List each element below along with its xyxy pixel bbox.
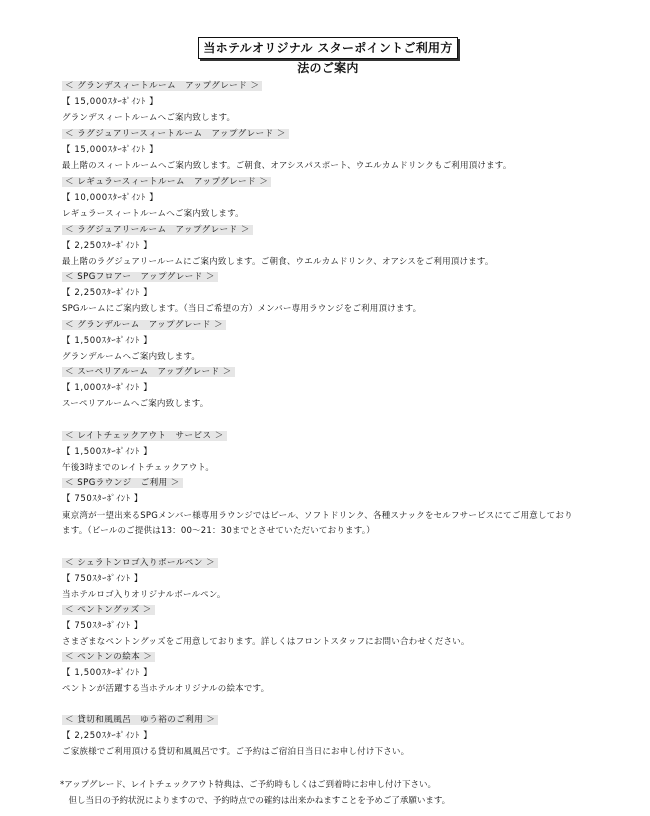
footnote: *アップグレード、レイトチェックアウト特典は、ご予約時もしくはご到着時にお申し付け下さい。 bbox=[60, 780, 436, 790]
section-header: ＜ ラグジュアリールーム アップグレード ＞ bbox=[62, 224, 253, 236]
section-points: 【 15,000ｽﾀｰﾎﾟｲﾝﾄ 】 bbox=[62, 145, 159, 155]
section-description: レギュラースィートルームへご案内致します。 bbox=[62, 209, 244, 219]
section-header: ＜ ラグジュアリースィートルーム アップグレード ＞ bbox=[62, 128, 289, 140]
section-points: 【 15,000ｽﾀｰﾎﾟｲﾝﾄ 】 bbox=[62, 97, 159, 107]
section-description: グランデルームへご案内致します。 bbox=[62, 352, 201, 362]
section-header: ＜ レイトチェックアウト サービス ＞ bbox=[62, 430, 227, 442]
footnote: 但し当日の予約状況によりますので、予約時点での確約は出来かねますことを予めご了承願います。 bbox=[60, 796, 451, 806]
section-points: 【 750ｽﾀｰﾎﾟｲﾝﾄ 】 bbox=[62, 574, 144, 584]
section-header: ＜ SPGラウンジ ご利用 ＞ bbox=[62, 477, 183, 489]
section-points: 【 1,500ｽﾀｰﾎﾟｲﾝﾄ 】 bbox=[62, 336, 153, 346]
section-description: 東京湾が一望出来るSPGメンバー様専用ラウンジではビール、ソフトドリンク、各種スナックをセルフサービスにてご用意しており bbox=[62, 511, 573, 521]
section-description: ます。（ビールのご提供は13：00〜21：30までとさせていただいております。） bbox=[62, 526, 375, 536]
section-description: ペントンが活躍する当ホテルオリジナルの絵本です。 bbox=[62, 684, 270, 694]
section-points: 【 1,000ｽﾀｰﾎﾟｲﾝﾄ 】 bbox=[62, 383, 153, 393]
section-description: 午後3時までのレイトチェックアウト。 bbox=[62, 463, 215, 473]
section-description: SPGルームにご案内致します。（当日ご希望の方）メンバー専用ラウンジをご利用頂けます。 bbox=[62, 304, 422, 314]
section-header: ＜ グランデスィートルーム アップグレード ＞ bbox=[62, 80, 262, 92]
section-description: 最上階のラグジュアリールームにご案内致します。ご朝食、ウエルカムドリンク、オアシスをご利用頂けます。 bbox=[62, 257, 494, 267]
section-description: グランデスィートルームへご案内致します。 bbox=[62, 113, 236, 123]
section-description: さまざまなペントングッズをご用意しております。詳しくはフロントスタッフにお問い合わせください。 bbox=[62, 637, 470, 647]
section-description: 当ホテルロゴ入りオリジナルボールペン。 bbox=[62, 590, 226, 600]
section-header: ＜ シェラトンロゴ入りボールペン ＞ bbox=[62, 557, 218, 569]
section-header: ＜ グランデルーム アップグレード ＞ bbox=[62, 319, 226, 331]
section-points: 【 2,250ｽﾀｰﾎﾟｲﾝﾄ 】 bbox=[62, 731, 153, 741]
section-points: 【 750ｽﾀｰﾎﾟｲﾝﾄ 】 bbox=[62, 494, 144, 504]
section-header: ＜ ペントングッズ ＞ bbox=[62, 604, 155, 616]
section-header: ＜ スーペリアルーム アップグレード ＞ bbox=[62, 366, 235, 378]
section-points: 【 1,500ｽﾀｰﾎﾟｲﾝﾄ 】 bbox=[62, 668, 153, 678]
section-points: 【 2,250ｽﾀｰﾎﾟｲﾝﾄ 】 bbox=[62, 288, 153, 298]
section-points: 【 2,250ｽﾀｰﾎﾟｲﾝﾄ 】 bbox=[62, 241, 153, 251]
section-header: ＜ 貸切和風風呂 ゆう裕のご利用 ＞ bbox=[62, 714, 218, 726]
section-description: ご家族様でご利用頂ける貸切和風風呂です。ご予約はご宿泊日当日にお申し付け下さい。 bbox=[62, 747, 410, 757]
section-points: 【 750ｽﾀｰﾎﾟｲﾝﾄ 】 bbox=[62, 621, 144, 631]
page-title: 当ホテルオリジナル スターポイントご利用方法のご案内 bbox=[198, 37, 458, 59]
section-header: ＜ レギュラースィートルーム アップグレード ＞ bbox=[62, 176, 271, 188]
section-header: ＜ ペントンの絵本 ＞ bbox=[62, 651, 155, 663]
section-points: 【 1,500ｽﾀｰﾎﾟｲﾝﾄ 】 bbox=[62, 447, 153, 457]
section-header: ＜ SPGフロアー アップグレード ＞ bbox=[62, 271, 218, 283]
section-description: スーペリアルームへご案内致します。 bbox=[62, 399, 209, 409]
section-description: 最上階のスィートルームへご案内致します。ご朝食、オアシスパスポート、ウエルカムドリンクもご利用頂けます。 bbox=[62, 161, 512, 171]
section-points: 【 10,000ｽﾀｰﾎﾟｲﾝﾄ 】 bbox=[62, 193, 159, 203]
